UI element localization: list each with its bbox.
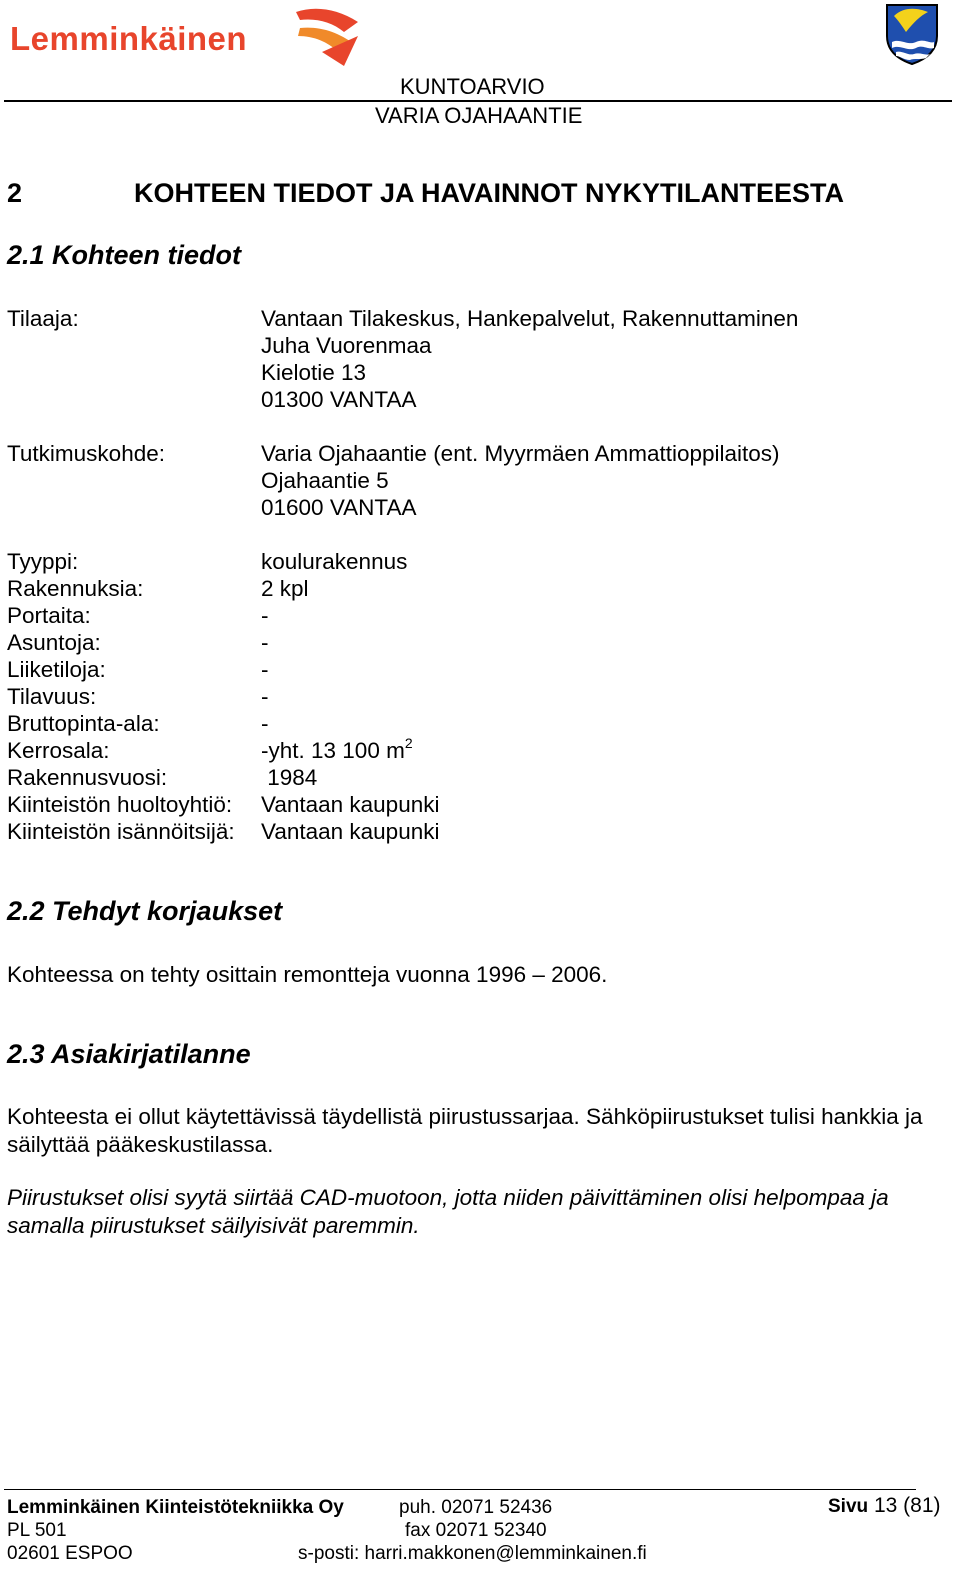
- footer-phone: puh. 02071 52436: [399, 1497, 553, 1518]
- logo-wordmark: Lemminkäinen: [10, 20, 248, 57]
- footer-email: s-posti: harri.makkonen@lemminkainen.fi: [298, 1543, 647, 1564]
- info-label: Rakennuksia:: [7, 576, 144, 601]
- info-value: Vantaan kaupunki: [261, 792, 440, 817]
- tilaaja-label: Tilaaja:: [7, 306, 79, 331]
- info-value: -: [261, 711, 269, 736]
- tilaaja-line: Juha Vuorenmaa: [261, 333, 432, 358]
- info-label: Bruttopinta-ala:: [7, 711, 160, 736]
- info-value: -: [261, 603, 269, 628]
- report-subtitle: VARIA OJAHAANTIE: [375, 103, 583, 128]
- info-value: koulurakennus: [261, 549, 408, 574]
- logo-arrow-icon: [292, 6, 362, 68]
- tilaaja-line: 01300 VANTAA: [261, 387, 417, 412]
- tilaaja-line: Kielotie 13: [261, 360, 367, 385]
- info-label: Tilavuus:: [7, 684, 97, 709]
- info-label: Kiinteistön huoltoyhtiö:: [7, 792, 233, 817]
- footer-po-box: PL 501: [7, 1520, 67, 1541]
- documents-paragraph: Kohteesta ei ollut käytettävissä täydellistä piirustussarjaa. Sähköpiirustukset tulisi hankkia ja säilyttää pääkeskustilassa.: [7, 1104, 923, 1157]
- vantaa-crest-icon: [884, 2, 940, 66]
- report-title: KUNTOARVIO: [400, 74, 545, 99]
- footer-city: 02601 ESPOO: [7, 1543, 133, 1564]
- tutkimuskohde-line: Ojahaantie 5: [261, 468, 389, 493]
- subsection-heading-2-2: 2.2 Tehdyt korjaukset: [7, 896, 283, 926]
- info-label: Kiinteistön isännöitsijä:: [7, 819, 235, 844]
- repairs-text: Kohteessa on tehty osittain remontteja vuonna 1996 – 2006.: [7, 962, 608, 987]
- info-value: Vantaan kaupunki: [261, 819, 440, 844]
- page-number: [828, 1494, 941, 1518]
- info-label: Tyyppi:: [7, 549, 79, 574]
- info-label: Kerrosala:: [7, 738, 110, 763]
- unit-superscript: 2: [404, 735, 413, 751]
- tilaaja-line: Vantaan Tilakeskus, Hankepalvelut, Rakennuttaminen: [261, 306, 799, 331]
- footer-divider: [4, 1489, 916, 1490]
- info-value: 1984: [261, 765, 318, 790]
- footer-fax: fax 02071 52340: [405, 1520, 547, 1541]
- info-label: Rakennusvuosi:: [7, 765, 168, 790]
- subsection-heading-2-1: 2.1 Kohteen tiedot: [7, 240, 242, 270]
- page-label: Sivu: [828, 1496, 869, 1517]
- section-number: 2: [7, 178, 23, 208]
- header-divider: [4, 100, 952, 102]
- info-label: Portaita:: [7, 603, 91, 628]
- subsection-heading-2-3: 2.3 Asiakirjatilanne: [7, 1039, 251, 1069]
- footer-company: Lemminkäinen Kiinteistötekniikka Oy: [7, 1497, 344, 1518]
- tutkimuskohde-line: 01600 VANTAA: [261, 495, 417, 520]
- info-label: Liiketiloja:: [7, 657, 106, 682]
- page-value: 13 (81): [873, 1494, 941, 1517]
- kerrosala-value: -yht. 13 100 m: [261, 738, 405, 763]
- info-value: -: [261, 684, 269, 709]
- info-value: -: [261, 657, 269, 682]
- cad-recommendation-paragraph: Piirustukset olisi syytä siirtää CAD-muotoon, jotta niiden päivittäminen olisi helpompaa ja samalla piirustukset säilyisivät paremmin.: [7, 1185, 889, 1238]
- info-value: -: [261, 630, 269, 655]
- tutkimuskohde-label: Tutkimuskohde:: [7, 441, 165, 466]
- section-title: KOHTEEN TIEDOT JA HAVAINNOT NYKYTILANTEESTA: [134, 178, 845, 208]
- info-label: Asuntoja:: [7, 630, 101, 655]
- tutkimuskohde-line: Varia Ojahaantie (ent. Myyrmäen Ammattioppilaitos): [261, 441, 780, 466]
- info-value: 2 kpl: [261, 576, 309, 601]
- info-value-kerrosala: [261, 737, 413, 764]
- lemminkainen-logo: [10, 6, 355, 68]
